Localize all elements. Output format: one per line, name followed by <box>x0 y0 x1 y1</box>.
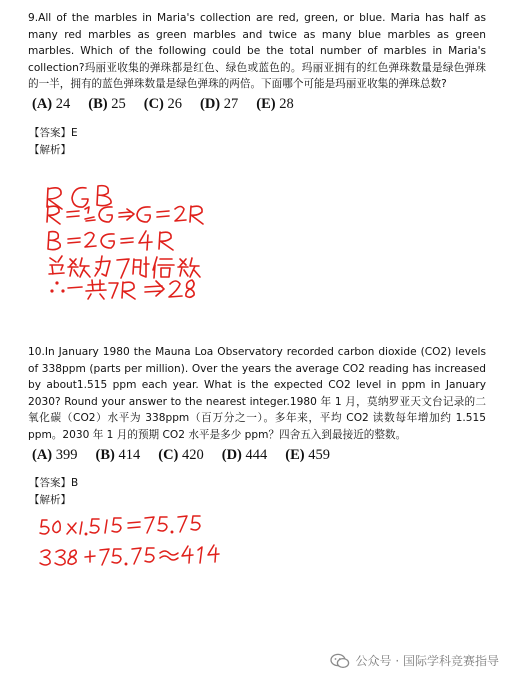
choice-letter: (C) <box>158 447 179 463</box>
analysis-label: 【解析】 <box>29 494 71 506</box>
choice-value: 25 <box>111 96 126 112</box>
choice-value: 27 <box>223 96 239 112</box>
watermark <box>330 652 499 669</box>
choice-value: 399 <box>55 447 78 463</box>
choice-letter: (D) <box>200 96 221 112</box>
handwriting-line-q10-2 <box>40 545 219 565</box>
choice-letter: (D) <box>221 447 242 463</box>
choice-letter: (E) <box>285 447 305 463</box>
choice-letter: (B) <box>88 96 108 112</box>
answer-label: 【答案】B <box>29 477 79 489</box>
wechat-icon <box>330 653 350 669</box>
question-10-text: 10.In January 1980 the Mauna Loa Observatory recorded carbon dioxide (CO2) levels of 338ppm (parts per million). Over the years the average CO2 reading has increased by about1.515 ppm each year. What is the expected CO2 level in ppm in January 2030? Round your answer to the nearest integer.1980 年 1 月，莫纳罗亚天文台记录的二氧化碳（CO2）水平为 338ppm（百万分之一）。多年来，平均 CO2 读数每年增加约 1.515 ppm。2030 年 1 月的预期 CO2 水平是多少 ppm？四舍五入到最接近的整数。 <box>28 346 486 441</box>
question-9-text: 9.All of the marbles in Maria's collection are red, green, or blue. Maria has half as many red marbles as green marbles and twice as many blue marbles as green marbles. Which of the following could be the total number of marbles in Maria's collection?玛丽亚收集的弹珠都是红色、绿色或蓝色的。玛丽亚拥有的红色弹珠数量是绿色弹珠的一半，拥有的蓝色弹珠数量是绿色弹珠的两倍。下面哪个可能是玛丽亚收集的弹珠总数? <box>28 12 486 91</box>
choice-value: 444 <box>245 447 268 463</box>
choice-letter: (B) <box>95 447 115 463</box>
handwriting-line-q10-1 <box>40 516 200 535</box>
choice-value: 414 <box>118 447 141 463</box>
choice-value: 28 <box>279 96 294 112</box>
watermark-text: 公众号 · 国际学科竞赛指导 <box>355 654 499 668</box>
choice-value: 420 <box>182 447 204 463</box>
answer-label: 【答案】E <box>29 127 78 139</box>
analysis-label: 【解析】 <box>29 144 71 156</box>
choice-letter: (A) <box>32 447 53 463</box>
choice-letter: (E) <box>256 96 276 112</box>
choice-value: 24 <box>55 96 71 112</box>
choice-value: 459 <box>308 447 330 463</box>
choice-letter: (C) <box>143 96 164 112</box>
choice-value: 26 <box>167 96 182 112</box>
choice-letter: (A) <box>32 96 53 112</box>
